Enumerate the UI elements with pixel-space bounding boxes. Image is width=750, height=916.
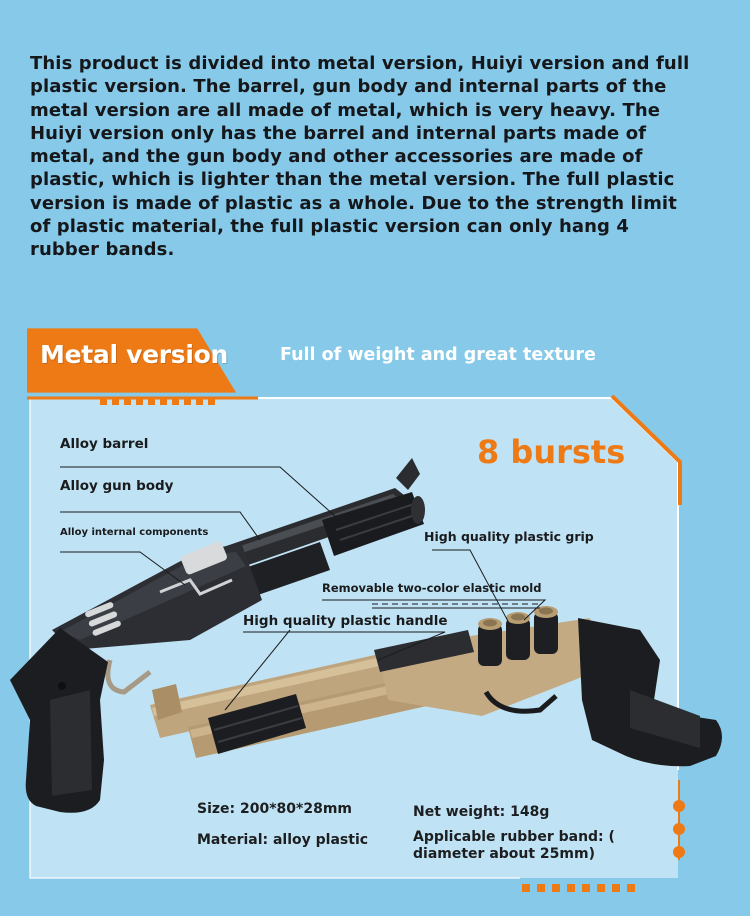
- callout-plastic-handle: High quality plastic handle: [243, 613, 448, 629]
- plastic-gun-image: [150, 606, 722, 766]
- callout-elastic-mold: Removable two-color elastic mold: [322, 581, 542, 595]
- callout-alloy-barrel: Alloy barrel: [60, 436, 149, 452]
- metal-gun-image: [10, 458, 425, 813]
- callout-alloy-internal: Alloy internal components: [60, 527, 209, 538]
- bursts-label: 8 bursts: [477, 433, 626, 471]
- callout-plastic-grip: High quality plastic grip: [424, 529, 594, 544]
- spec-rubber-band: Applicable rubber band: ( diameter about 25mm): [413, 829, 615, 862]
- tab-label: Metal version: [40, 340, 229, 369]
- tagline: Full of weight and great texture: [280, 345, 596, 365]
- callout-alloy-gun-body: Alloy gun body: [60, 478, 174, 494]
- spec-size: Size: 200*80*28mm: [197, 801, 353, 817]
- intro-paragraph: This product is divided into metal version, Huiyi version and full plastic version. The barrel, gun body and internal parts of the metal version are all made of metal, which is very heavy. The Huiyi version only has the barrel and internal parts made of metal, and the gun body and other accessories are made of plastic, which is lighter than the metal version. The full plastic version is made of plastic as a whole. Due to the strength limit of plastic material, the full plastic version can only hang 4 rubber bands.: [30, 53, 690, 261]
- spec-net-weight: Net weight: 148g: [413, 804, 550, 820]
- spec-material: Material: alloy plastic: [197, 832, 369, 848]
